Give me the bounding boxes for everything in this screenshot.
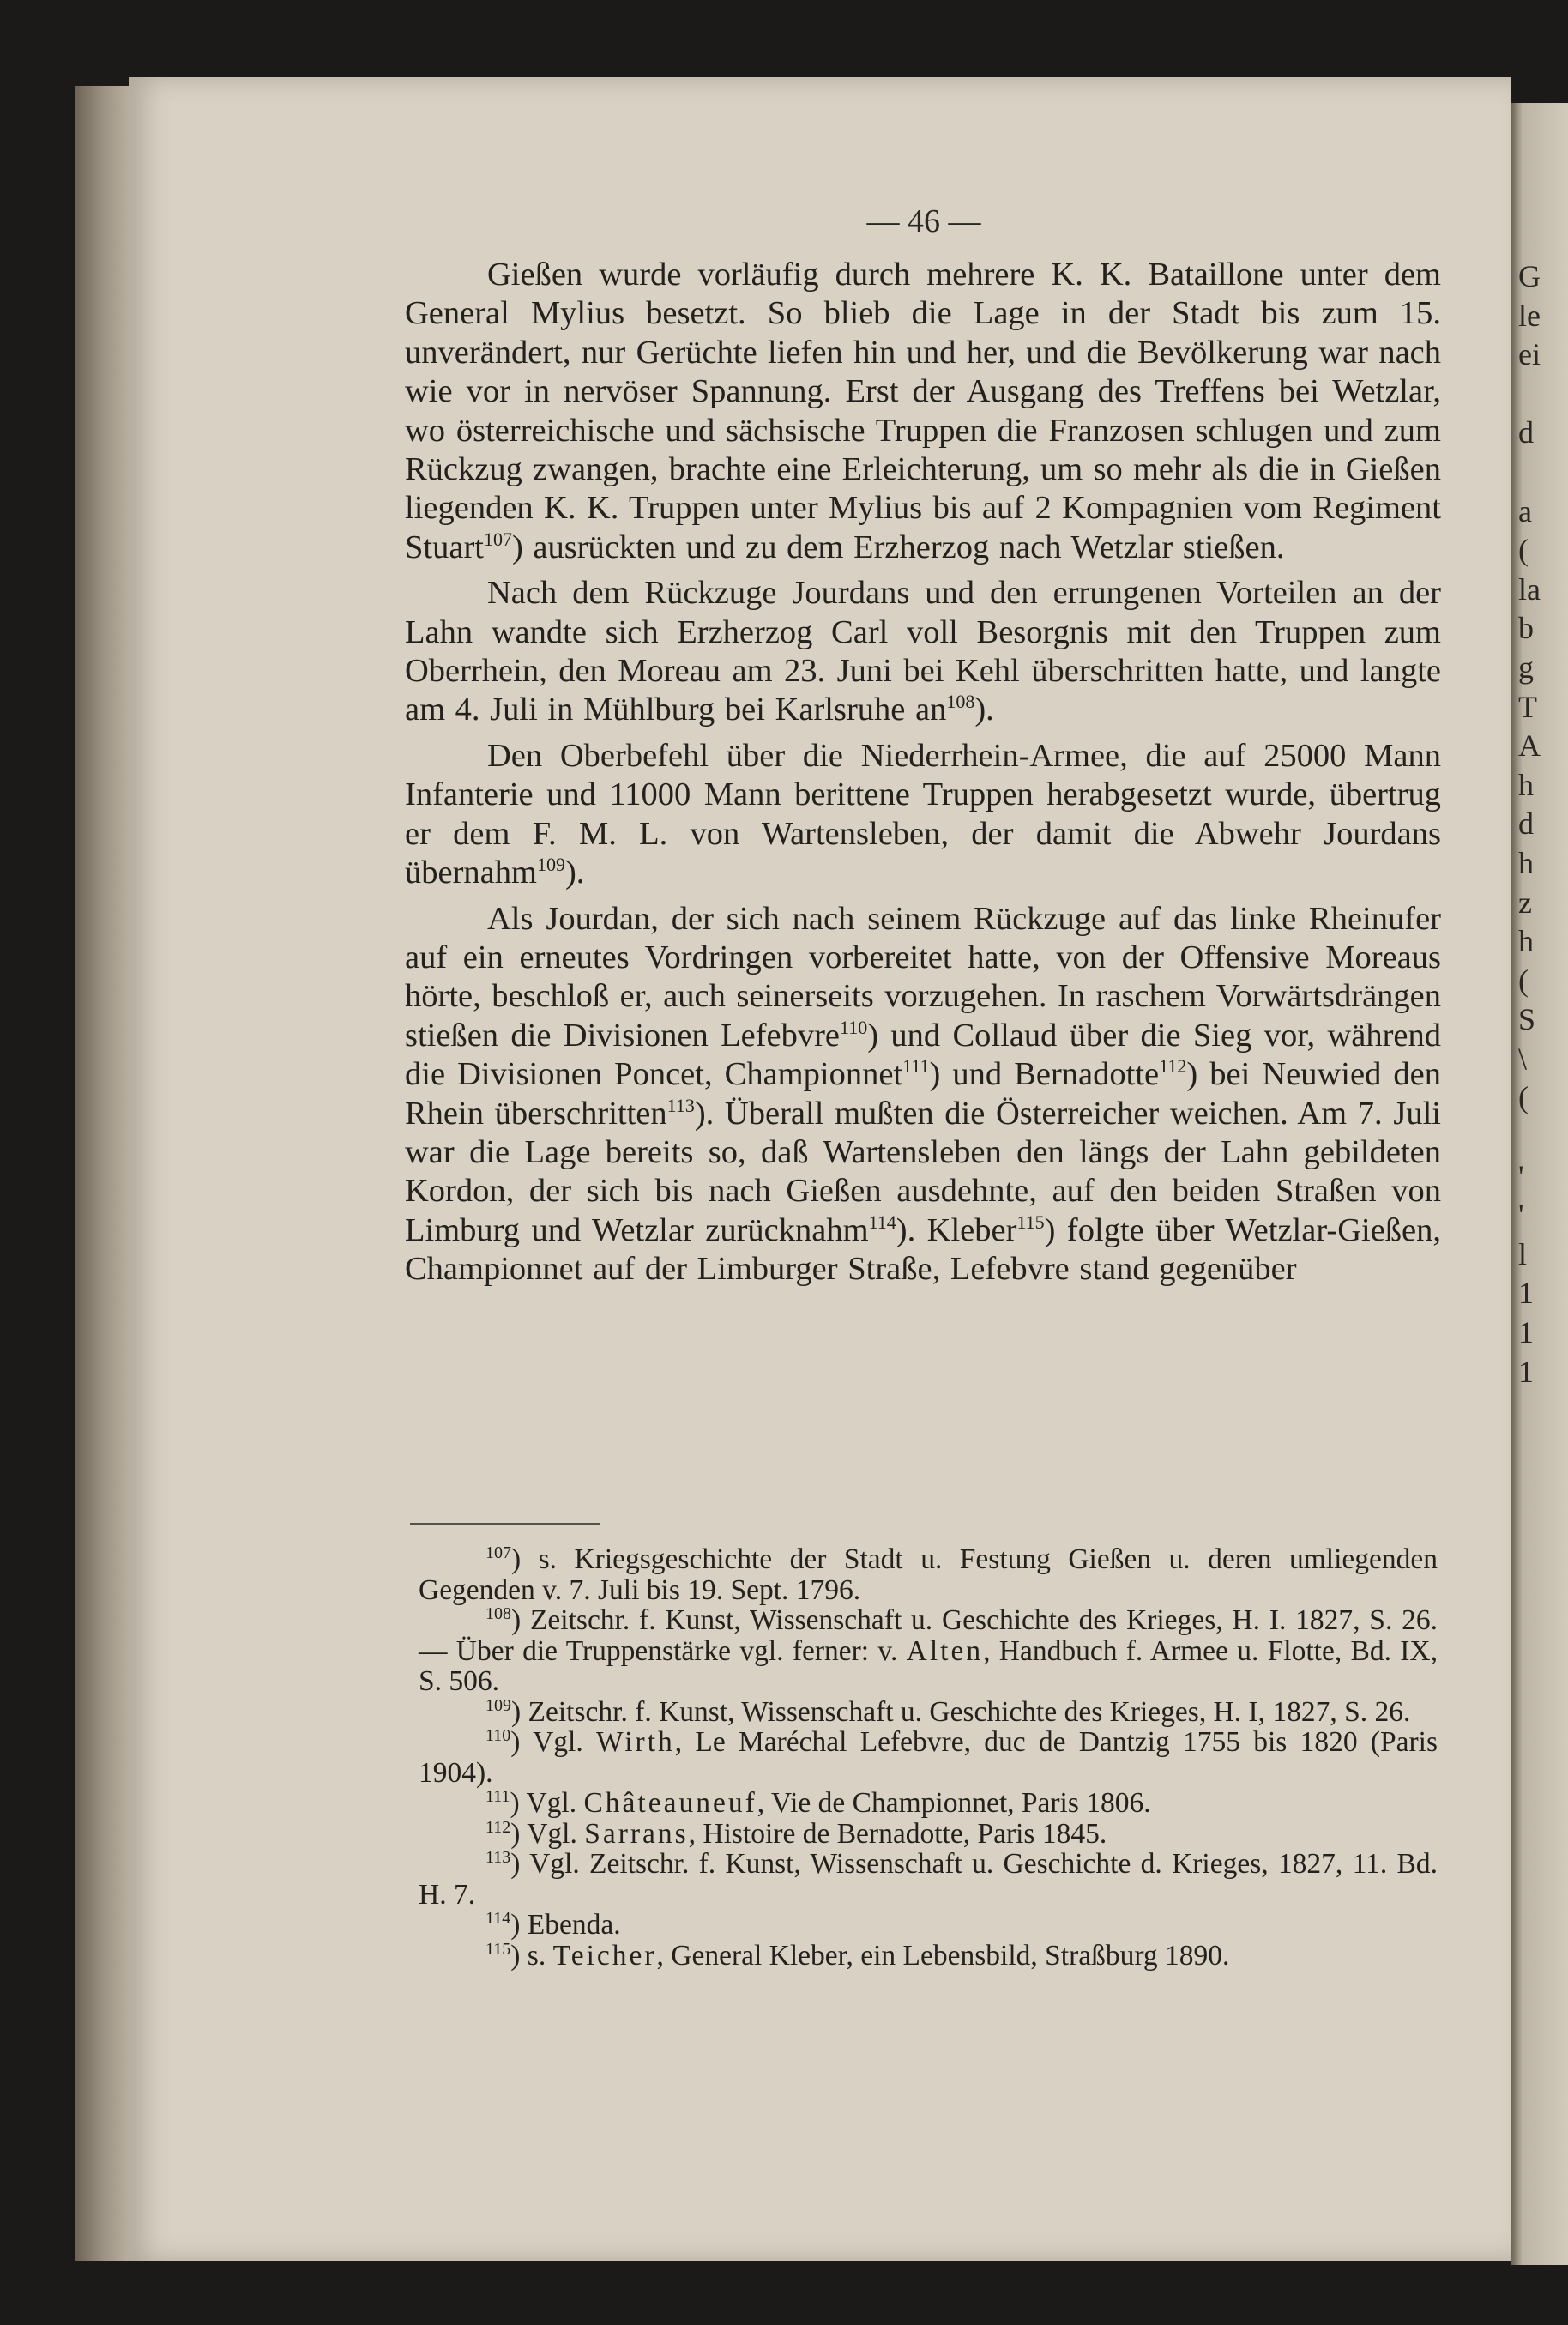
paragraph-text: ) bei Neuwied den Rhein überschritten xyxy=(405,1056,1441,1132)
paragraph-text: ) und Collaud über die Sieg vor, während die Divisionen Poncet, Championnet xyxy=(405,1017,1441,1093)
paragraph-text: ) ausrückten und zu dem Erzherzog nach Wetzlar stießen. xyxy=(511,528,1285,565)
next-page-fragment xyxy=(1518,453,1561,492)
footnote xyxy=(419,1788,1438,1819)
paragraph xyxy=(405,256,1441,567)
footnote-ref: 110 xyxy=(840,1016,868,1038)
next-page-fragment: 1 xyxy=(1518,1276,1534,1311)
footnote-ref: 107 xyxy=(483,528,512,550)
next-page-fragment: d xyxy=(1518,806,1534,842)
next-page-fragment: la xyxy=(1518,571,1541,607)
next-page-fragment: ' xyxy=(1518,1158,1524,1193)
footnote-number: 115 xyxy=(485,1939,511,1959)
next-page-fragment: h xyxy=(1518,767,1534,802)
footnote-author: Alten xyxy=(906,1634,984,1667)
paragraph-text: Nach dem Rückzuge Jourdans und den errungenen Vorteilen an der Lahn wandte sich Erzherzog Carl voll Besorgnis mit den Truppen zum Oberrhein, den Moreau am 23. Juni bei Kehl überschritten hatte, und langte am 4. Juli in Mühlburg bei Karlsruhe an xyxy=(405,575,1441,728)
footnote-text: ) Vgl. xyxy=(510,1726,596,1758)
next-page-fragment: z xyxy=(1518,885,1532,920)
next-page-fragment: d xyxy=(1518,415,1534,450)
footnote-number: 111 xyxy=(485,1787,510,1806)
next-page-fragment: T xyxy=(1518,689,1537,724)
footnote-number: 113 xyxy=(485,1848,511,1867)
next-page-fragment: h xyxy=(1518,845,1534,880)
footnote xyxy=(419,1605,1438,1697)
paragraph-text: ). xyxy=(564,855,585,891)
footnote-number: 114 xyxy=(485,1909,511,1928)
next-page-fragment: \ xyxy=(1518,1041,1528,1076)
footnote-ref: 113 xyxy=(666,1094,695,1116)
next-page-fragment: ei xyxy=(1518,337,1541,372)
paragraph-text: ). Kleber xyxy=(896,1211,1017,1248)
paragraph-text: Den Oberbefehl über die Niederrhein-Armee, die auf 25000 Mann Infanterie und 11000 Mann berittene Truppen herabgesetzt wurde, übertrug er dem F. M. L. von Wartensleben, der damit die Abwehr Jourdans übernahm xyxy=(405,737,1441,891)
footnote-number: 110 xyxy=(485,1726,511,1745)
footnote-number: 112 xyxy=(485,1817,511,1837)
footnote-number: 107 xyxy=(485,1543,511,1562)
footnote-divider xyxy=(410,1523,600,1525)
paragraph-text: ) und Bernadotte xyxy=(929,1056,1160,1093)
footnote xyxy=(419,1819,1438,1850)
footnote-ref: 115 xyxy=(1016,1211,1045,1233)
paragraph xyxy=(405,900,1441,1289)
next-page-fragment: le xyxy=(1518,298,1541,333)
footnote-text: ) Vgl. Zeitschr. f. Kunst, Wissenschaft u. Geschichte d. Krieges, 1827, 11. Bd. H. 7. xyxy=(419,1848,1438,1911)
paragraph-text: Gießen wurde vorläufig durch mehrere K. K. Bataillone unter dem General Mylius besetzt. So blieb die Lage in der Stadt bis zum 15. unverändert, nur Gerüchte liefen hin und her, und die Bevölkerung war nach wie vor in nervöser Spannung. Erst der Ausgang des Treffens bei Wetzlar, wo österreichische und sächsische Truppen die Franzosen schlugen und zum Rückzug zwangen, brachte eine Erleichterung, um so mehr als die in Gießen liegenden K. K. Truppen unter Mylius bis auf 2 Kompagnien vom Regiment Stuart xyxy=(405,257,1441,565)
paragraph-text: ) folgte über Wetzlar-Gießen, Championnet auf der Limburger Straße, Lefebvre stand gegenüber xyxy=(405,1211,1441,1288)
footnote-text: ) Vgl. xyxy=(510,1787,584,1819)
footnote-text: ) Zeitschr. f. Kunst, Wissenschaft u. Geschichte des Krieges, H. I, 1827, S. 26. xyxy=(511,1695,1411,1728)
footnote-text: , Histoire de Bernadotte, Paris 1845. xyxy=(688,1817,1107,1850)
body-text xyxy=(405,256,1441,1296)
footnote-text: , Handbuch f. Armee u. Flotte, Bd. IX, S. 506. xyxy=(419,1634,1438,1697)
next-page-fragment xyxy=(1518,1118,1561,1157)
next-page-fragment: h xyxy=(1518,924,1534,959)
paragraph xyxy=(405,737,1441,893)
paragraph xyxy=(405,574,1441,730)
footnote xyxy=(419,1941,1438,1972)
footnote-text: ) Ebenda. xyxy=(510,1909,621,1941)
footnote xyxy=(419,1544,1438,1605)
footnote xyxy=(419,1727,1438,1788)
next-page-fragment: S xyxy=(1518,1002,1536,1037)
footnote-ref: 114 xyxy=(868,1211,896,1233)
footnote-author: Châteauneuf xyxy=(583,1787,757,1819)
footnote-author: Teicher xyxy=(552,1939,657,1972)
footnote xyxy=(419,1849,1438,1910)
next-page-fragment: G xyxy=(1518,259,1541,293)
footnote-author: Wirth xyxy=(595,1726,675,1758)
footnote-text: ) s. Kriegsgeschichte der Stadt u. Festung Gießen u. deren umliegenden Gegenden v. 7. Juli bis 19. Sept. 1796. xyxy=(419,1543,1438,1606)
footnote-text: ) s. xyxy=(510,1939,553,1972)
paragraph-text: ). xyxy=(974,691,994,728)
footnote-number: 109 xyxy=(485,1695,511,1715)
footnote-ref: 109 xyxy=(536,854,565,876)
footnote-ref: 111 xyxy=(902,1055,930,1078)
footnote-text: ) Zeitschr. f. Kunst, Wissenschaft u. Geschichte des Krieges, H. I. 1827, S. 26. — Über die Truppenstärke vgl. ferner: v. xyxy=(419,1604,1438,1667)
next-page-fragment: g xyxy=(1518,649,1534,685)
next-page-text-fragments xyxy=(1518,257,1561,1392)
page-number: — 46 — xyxy=(866,203,981,239)
next-page-fragment: b xyxy=(1518,611,1534,646)
next-page-fragment: A xyxy=(1518,728,1541,764)
next-page-fragment: ( xyxy=(1518,1080,1529,1115)
paragraph-text: ). Überall mußten die Österreicher weichen. Am 7. Juli war die Lage bereits so, daß Wartensleben den längs der Lahn gebildeten Kordon, der sich bis nach Gießen ausdehnte, auf den beiden Straßen von Limburg und Wetzlar zurücknahm xyxy=(405,1095,1441,1248)
next-page-fragment: ( xyxy=(1518,963,1529,998)
next-page-fragment: ' xyxy=(1518,1198,1524,1233)
next-page-fragment: l xyxy=(1518,1236,1528,1271)
footnote-number: 108 xyxy=(485,1604,511,1623)
next-page-fragment: 1 xyxy=(1518,1315,1534,1350)
footnote-text: , Le Maréchal Lefebvre, duc de Dantzig 1755 bis 1820 (Paris 1904). xyxy=(419,1726,1438,1789)
next-page-fragment: ( xyxy=(1518,533,1529,568)
footnote-author: Sarrans xyxy=(584,1817,689,1850)
footnote-text: ) Vgl. xyxy=(510,1817,585,1850)
footnote-text: , Vie de Championnet, Paris 1806. xyxy=(757,1787,1151,1819)
footnotes xyxy=(419,1544,1438,1971)
paragraph-text: Als Jourdan, der sich nach seinem Rückzuge auf das linke Rheinufer auf ein erneutes Vordringen vorbereitet hatte, von der Offensive Moreaus hörte, beschloß er, auch seinerseits vorzugehen. In raschem Vorwärtsdrängen stießen die Divisionen Lefebvre xyxy=(405,900,1441,1054)
footnote xyxy=(419,1697,1438,1728)
footnote xyxy=(419,1910,1438,1941)
next-page-fragment xyxy=(1518,375,1561,414)
footnote-text: , General Kleber, ein Lebensbild, Straßburg 1890. xyxy=(656,1939,1230,1972)
footnote-ref: 112 xyxy=(1159,1055,1187,1078)
next-page-fragment: 1 xyxy=(1518,1354,1534,1389)
footnote-ref: 108 xyxy=(946,691,975,713)
next-page-fragment: a xyxy=(1518,493,1532,528)
